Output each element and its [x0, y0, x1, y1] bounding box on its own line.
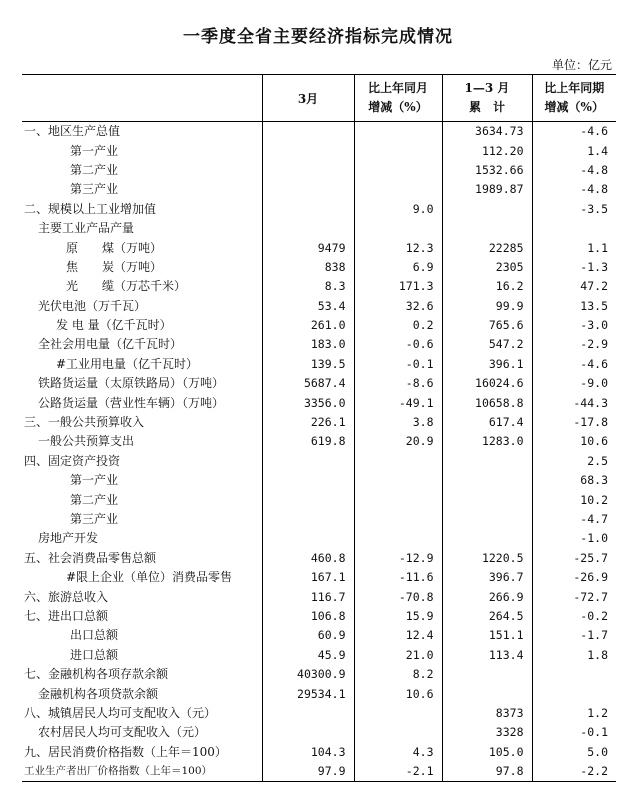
cell-yoy-cumulative: -17.8 — [532, 413, 616, 432]
cell-yoy-march: 9.0 — [354, 200, 442, 219]
cell-march: 9479 — [262, 238, 354, 257]
cell-cumulative: 8373 — [442, 704, 532, 723]
cell-cumulative — [442, 529, 532, 548]
header-label — [22, 75, 262, 122]
cell-march — [262, 161, 354, 180]
row-label: 工业生产者出厂价格指数（上年＝100） — [22, 762, 262, 782]
cell-yoy-march — [354, 471, 442, 490]
row-label: 房地产开发 — [38, 531, 99, 546]
cell-march — [262, 219, 354, 238]
cell-march: 838 — [262, 258, 354, 277]
cell-yoy-march: 6.9 — [354, 258, 442, 277]
cell-yoy-march: 12.4 — [354, 626, 442, 645]
cell-march: 104.3 — [262, 743, 354, 762]
table-row — [22, 490, 616, 509]
row-label: 第三产业 — [70, 512, 119, 526]
cell-yoy-march: 10.6 — [354, 684, 442, 703]
cell-yoy-cumulative: 68.3 — [532, 471, 616, 490]
cell-march: 460.8 — [262, 549, 354, 568]
table-row — [22, 413, 616, 432]
cell-yoy-cumulative: -2.2 — [532, 762, 616, 782]
row-label: 第一产业 — [70, 143, 119, 158]
cell-yoy-cumulative: -4.8 — [532, 161, 616, 180]
cell-yoy-cumulative — [532, 219, 616, 238]
cell-yoy-march: -0.6 — [354, 335, 442, 354]
cell-cumulative: 396.1 — [442, 355, 532, 374]
table-row — [22, 587, 616, 606]
cell-yoy-cumulative: -0.1 — [532, 723, 616, 742]
table-body — [22, 122, 616, 782]
cell-march: 53.4 — [262, 297, 354, 316]
row-label: 光伏电池（万千瓦） — [38, 298, 147, 313]
cell-cumulative — [442, 510, 532, 529]
header-yoy-cumulative-line2: 增减（%） — [544, 100, 604, 114]
cell-yoy-march: -11.6 — [354, 568, 442, 587]
cell-march — [262, 141, 354, 160]
cell-march — [262, 122, 354, 142]
table-row — [22, 723, 616, 742]
header-yoy-march-line1: 比上年同月 — [367, 81, 428, 95]
cell-yoy-cumulative: -0.2 — [532, 607, 616, 626]
row-label: 金融机构各项贷款余额 — [38, 686, 159, 701]
cell-yoy-march — [354, 723, 442, 742]
cell-yoy-cumulative: 1.4 — [532, 141, 616, 160]
row-label: 原 煤（万吨） — [66, 240, 163, 255]
cell-cumulative: 151.1 — [442, 626, 532, 645]
table-header-row — [22, 75, 616, 122]
row-label: 第一产业 — [70, 473, 119, 488]
cell-march: 183.0 — [262, 335, 354, 354]
page-title: 一季度全省主要经济指标完成情况 — [183, 27, 453, 47]
cell-march — [262, 471, 354, 490]
row-label: 出口总额 — [70, 628, 119, 643]
cell-yoy-cumulative: -2.9 — [532, 335, 616, 354]
cell-march — [262, 490, 354, 509]
table-row — [22, 335, 616, 354]
cell-yoy-march — [354, 122, 442, 142]
table-row — [22, 665, 616, 684]
cell-cumulative: 99.9 — [442, 297, 532, 316]
table-row — [22, 549, 616, 568]
cell-yoy-cumulative: 10.2 — [532, 490, 616, 509]
cell-cumulative — [442, 219, 532, 238]
row-label: 六、旅游总收入 — [24, 589, 109, 604]
row-label: 全社会用电量（亿千瓦时） — [38, 337, 183, 352]
cell-cumulative: 1283.0 — [442, 432, 532, 451]
cell-yoy-march — [354, 161, 442, 180]
cell-cumulative — [442, 452, 532, 471]
table-row — [22, 393, 616, 412]
row-label: 第三产业 — [70, 182, 119, 197]
table-row — [22, 432, 616, 451]
cell-yoy-march: 4.3 — [354, 743, 442, 762]
cell-yoy-cumulative: 1.1 — [532, 238, 616, 257]
table-row — [22, 704, 616, 723]
indicators-table — [22, 74, 616, 782]
row-label: 进口总额 — [70, 647, 119, 662]
cell-yoy-cumulative — [532, 684, 616, 703]
cell-cumulative: 396.7 — [442, 568, 532, 587]
cell-cumulative: 10658.8 — [442, 393, 532, 412]
table-row — [22, 743, 616, 762]
cell-march: 261.0 — [262, 316, 354, 335]
cell-cumulative — [442, 471, 532, 490]
header-cumulative — [442, 75, 532, 122]
cell-yoy-cumulative: -3.0 — [532, 316, 616, 335]
cell-yoy-march: 21.0 — [354, 646, 442, 665]
table-row — [22, 355, 616, 374]
row-label: 发 电 量（亿千瓦时） — [56, 318, 172, 333]
cell-yoy-march: 0.2 — [354, 316, 442, 335]
row-label: 公路货运量（营业性车辆）（万吨） — [38, 395, 225, 410]
cell-march: 8.3 — [262, 277, 354, 296]
table-row — [22, 141, 616, 160]
cell-yoy-march — [354, 219, 442, 238]
header-march-text: 3月 — [297, 91, 319, 106]
cell-yoy-march: -49.1 — [354, 393, 442, 412]
cell-march: 60.9 — [262, 626, 354, 645]
cell-march: 116.7 — [262, 587, 354, 606]
cell-cumulative: 1989.87 — [442, 180, 532, 199]
row-label: 五、社会消费品零售总额 — [24, 550, 157, 565]
cell-yoy-cumulative: -3.5 — [532, 200, 616, 219]
table-row — [22, 277, 616, 296]
cell-cumulative: 112.20 — [442, 141, 532, 160]
cell-cumulative: 16024.6 — [442, 374, 532, 393]
cell-march — [262, 180, 354, 199]
cell-yoy-cumulative: 2.5 — [532, 452, 616, 471]
cell-cumulative — [442, 684, 532, 703]
row-label: 光 缆（万芯千米） — [66, 279, 187, 294]
cell-yoy-march: 12.3 — [354, 238, 442, 257]
cell-yoy-march — [354, 510, 442, 529]
row-label: 四、固定资产投资 — [24, 453, 121, 468]
cell-cumulative: 547.2 — [442, 335, 532, 354]
cell-cumulative: 1532.66 — [442, 161, 532, 180]
cell-cumulative — [442, 490, 532, 509]
cell-yoy-cumulative: -1.0 — [532, 529, 616, 548]
cell-yoy-march: 3.8 — [354, 413, 442, 432]
cell-yoy-cumulative: -25.7 — [532, 549, 616, 568]
cell-yoy-march: 32.6 — [354, 297, 442, 316]
cell-yoy-cumulative: -44.3 — [532, 393, 616, 412]
row-label: 二、规模以上工业增加值 — [24, 201, 157, 216]
cell-cumulative: 97.8 — [442, 762, 532, 782]
cell-yoy-march — [354, 141, 442, 160]
table-row — [22, 297, 616, 316]
cell-yoy-march: 20.9 — [354, 432, 442, 451]
table-row — [22, 200, 616, 219]
cell-cumulative — [442, 200, 532, 219]
cell-yoy-cumulative: -9.0 — [532, 374, 616, 393]
cell-cumulative: 22285 — [442, 238, 532, 257]
cell-cumulative: 765.6 — [442, 316, 532, 335]
row-label: 铁路货运量（太原铁路局）（万吨） — [38, 376, 225, 391]
table-row — [22, 684, 616, 703]
row-label: 七、金融机构各项存款余额 — [24, 667, 169, 682]
row-label: 第二产业 — [70, 492, 119, 507]
cell-yoy-cumulative: -1.7 — [532, 626, 616, 645]
cell-cumulative: 113.4 — [442, 646, 532, 665]
cell-yoy-march — [354, 529, 442, 548]
cell-yoy-march: -12.9 — [354, 549, 442, 568]
cell-cumulative: 3634.73 — [442, 122, 532, 142]
cell-yoy-cumulative: 10.6 — [532, 432, 616, 451]
cell-yoy-cumulative: 13.5 — [532, 297, 616, 316]
cell-yoy-cumulative: -4.7 — [532, 510, 616, 529]
cell-march: 5687.4 — [262, 374, 354, 393]
cell-march: 106.8 — [262, 607, 354, 626]
cell-yoy-cumulative: -4.8 — [532, 180, 616, 199]
row-label: 九、居民消费价格指数（上年＝100） — [24, 744, 227, 759]
cell-march: 167.1 — [262, 568, 354, 587]
header-yoy-cumulative — [532, 75, 616, 122]
cell-march — [262, 452, 354, 471]
cell-yoy-cumulative: 1.2 — [532, 704, 616, 723]
cell-yoy-cumulative — [532, 665, 616, 684]
cell-cumulative — [442, 665, 532, 684]
table-row — [22, 258, 616, 277]
cell-yoy-march: -0.1 — [354, 355, 442, 374]
cell-cumulative: 1220.5 — [442, 549, 532, 568]
header-cumulative-line1: 1—3 月 — [464, 81, 510, 95]
table-row — [22, 762, 616, 782]
row-label: 三、一般公共预算收入 — [24, 415, 145, 430]
row-label: 主要工业产品产量 — [38, 221, 135, 236]
header-yoy-march — [354, 75, 442, 122]
cell-yoy-cumulative: -4.6 — [532, 355, 616, 374]
cell-yoy-cumulative: -72.7 — [532, 587, 616, 606]
row-label: #工业用电量（亿千瓦时） — [56, 356, 199, 371]
cell-yoy-cumulative: 47.2 — [532, 277, 616, 296]
row-label: 第二产业 — [70, 162, 119, 177]
row-label: 焦 炭（万吨） — [66, 259, 163, 274]
cell-march: 226.1 — [262, 413, 354, 432]
cell-cumulative: 16.2 — [442, 277, 532, 296]
table-row — [22, 238, 616, 257]
cell-march: 139.5 — [262, 355, 354, 374]
header-yoy-march-line2: 增减（%） — [368, 100, 428, 114]
table-row — [22, 219, 616, 238]
unit-label: 单位：亿元 — [551, 58, 612, 72]
row-label: 一、地区生产总值 — [24, 124, 121, 139]
cell-march: 97.9 — [262, 762, 354, 782]
cell-yoy-cumulative: 5.0 — [532, 743, 616, 762]
cell-cumulative: 3328 — [442, 723, 532, 742]
cell-yoy-march — [354, 490, 442, 509]
cell-yoy-cumulative: 1.8 — [532, 646, 616, 665]
cell-yoy-march — [354, 704, 442, 723]
row-label: 八、城镇居民人均可支配收入（元） — [24, 705, 217, 720]
cell-march: 29534.1 — [262, 684, 354, 703]
cell-cumulative: 105.0 — [442, 743, 532, 762]
cell-yoy-cumulative: -26.9 — [532, 568, 616, 587]
cell-yoy-march — [354, 452, 442, 471]
cell-yoy-march: -8.6 — [354, 374, 442, 393]
cell-yoy-march — [354, 180, 442, 199]
table-row — [22, 607, 616, 626]
cell-cumulative: 2305 — [442, 258, 532, 277]
cell-cumulative: 264.5 — [442, 607, 532, 626]
cell-march: 40300.9 — [262, 665, 354, 684]
cell-march: 45.9 — [262, 646, 354, 665]
row-label: 农村居民人均可支配收入（元） — [38, 725, 207, 740]
table-row — [22, 646, 616, 665]
cell-march — [262, 200, 354, 219]
cell-march: 3356.0 — [262, 393, 354, 412]
cell-march — [262, 510, 354, 529]
table-row — [22, 510, 616, 529]
row-label: 七、进出口总额 — [24, 608, 109, 623]
cell-march — [262, 529, 354, 548]
table-row — [22, 374, 616, 393]
cell-yoy-march: 8.2 — [354, 665, 442, 684]
cell-march — [262, 704, 354, 723]
cell-yoy-march: -70.8 — [354, 587, 442, 606]
table-row — [22, 122, 616, 142]
cell-yoy-march: -2.1 — [354, 762, 442, 782]
header-yoy-cumulative-line1: 比上年同期 — [544, 81, 605, 95]
header-march — [262, 75, 354, 122]
cell-yoy-cumulative: -4.6 — [532, 122, 616, 142]
cell-cumulative: 617.4 — [442, 413, 532, 432]
cell-march — [262, 723, 354, 742]
cell-yoy-march: 15.9 — [354, 607, 442, 626]
table-row — [22, 452, 616, 471]
table-row — [22, 161, 616, 180]
row-label: #限上企业（单位）消费品零售 — [66, 570, 233, 585]
table-row — [22, 529, 616, 548]
table-row — [22, 180, 616, 199]
table-row — [22, 316, 616, 335]
cell-yoy-cumulative: -1.3 — [532, 258, 616, 277]
table-row — [22, 568, 616, 587]
table-row — [22, 626, 616, 645]
cell-march: 619.8 — [262, 432, 354, 451]
row-label: 一般公共预算支出 — [38, 434, 135, 449]
cell-yoy-march: 171.3 — [354, 277, 442, 296]
table-row — [22, 471, 616, 490]
cell-cumulative: 266.9 — [442, 587, 532, 606]
header-cumulative-line2: 累 计 — [468, 100, 505, 114]
